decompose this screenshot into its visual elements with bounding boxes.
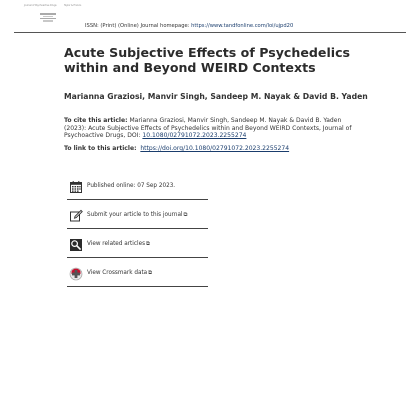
citation-doi-link[interactable]: 10.1080/02791072.2023.2255274 <box>142 132 247 140</box>
related-search-icon <box>69 237 83 251</box>
citation-text: Marianna Graziosi, Manvir Singh, Sandeep M. Nayak & David B. Yaden (2023): Acute Subjective Effects of Psychedelics within and Beyond WEIRD Contexts, Journal of Psychoactive Drugs, DOI: <box>64 117 352 140</box>
article-authors: Marianna Graziosi, Manvir Singh, Sandeep M. Nayak & David B. Yaden <box>64 92 368 101</box>
citation-label: To cite this article: <box>64 117 128 124</box>
related-label: View related articles <box>87 241 146 247</box>
submit-label: Submit your article to this journal <box>87 212 183 218</box>
crossmark-link[interactable] <box>87 270 152 277</box>
related-articles-link[interactable] <box>87 241 150 248</box>
submit-article-link[interactable] <box>87 212 187 219</box>
external-link-icon: ⧉ <box>148 270 153 276</box>
link-label: To link to this article: <box>64 145 137 152</box>
calendar-icon <box>69 179 83 193</box>
article-doi-link[interactable]: https://doi.org/10.1080/02791072.2023.2255274 <box>140 145 290 152</box>
related-row[interactable] <box>67 232 208 258</box>
issn-line <box>85 23 293 29</box>
crossmark-icon <box>69 266 83 280</box>
external-link-icon: ⧉ <box>183 212 188 218</box>
published-date: Published online: 07 Sep 2023. <box>87 183 176 189</box>
submit-row[interactable] <box>67 203 208 229</box>
article-title: Acute Subjective Effects of Psychedelics within and Beyond WEIRD Contexts <box>64 45 351 75</box>
journal-seal-icon <box>38 12 58 24</box>
header-divider <box>14 32 406 33</box>
external-link-icon: ⧉ <box>146 241 150 247</box>
journal-logo-text: Journal of Psychoactive Drugs <box>24 4 57 7</box>
crossmark-label: View Crossmark data <box>87 270 148 276</box>
journal-homepage-link[interactable]: https://www.tandfonline.com/loi/ujpd20 <box>191 23 294 29</box>
issn-text: ISSN: (Print) (Online) Journal homepage: <box>85 23 192 29</box>
link-line <box>64 145 289 152</box>
published-row <box>67 174 208 200</box>
publisher-logo-text: Taylor & Francis <box>64 4 82 7</box>
citation-block <box>64 117 364 140</box>
edit-icon <box>69 208 83 222</box>
crossmark-row[interactable] <box>67 261 208 287</box>
